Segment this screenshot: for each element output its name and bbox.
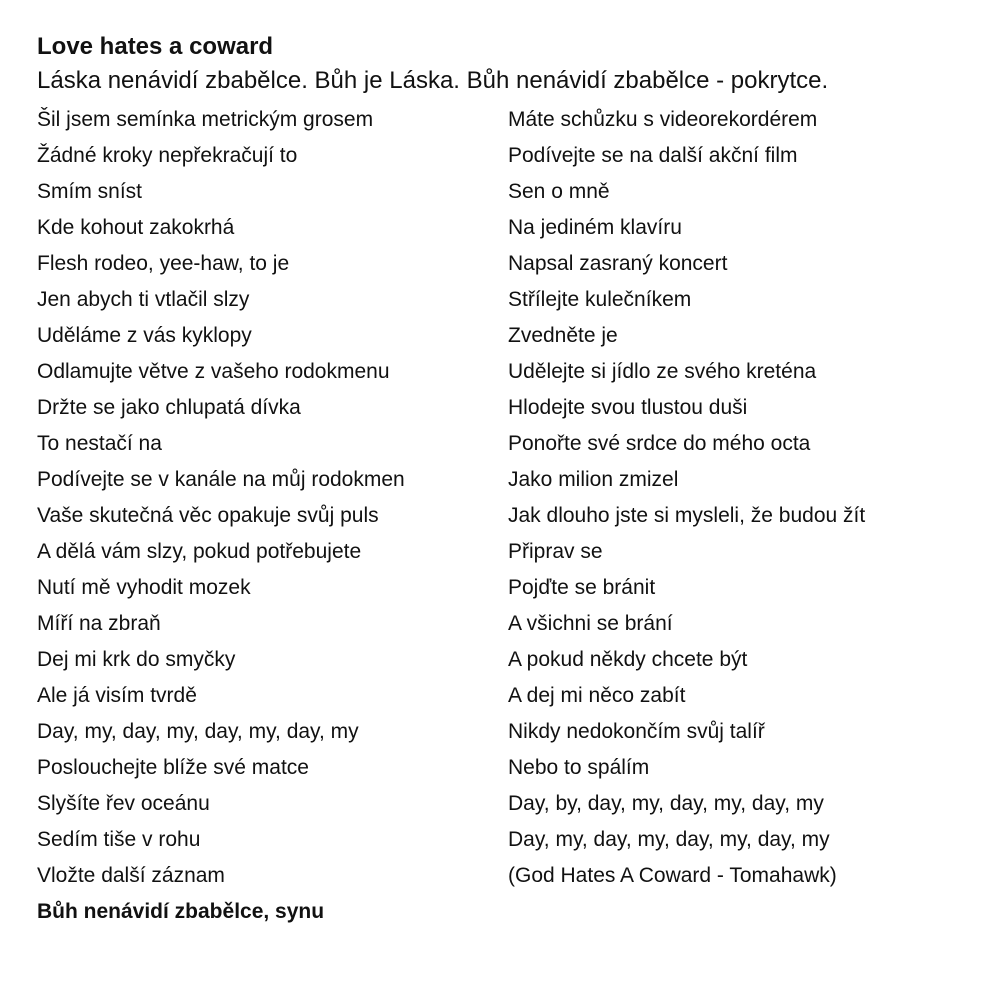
lyric-line: Slyšíte řev oceánu: [37, 792, 210, 815]
lyric-line: A všichni se brání: [508, 612, 673, 635]
lyric-line: Zvedněte je: [508, 324, 618, 347]
lyric-line: Šil jsem semínka metrickým grosem: [37, 108, 374, 131]
lyric-line: A dej mi něco zabít: [508, 684, 686, 707]
lyric-line: Day, my, day, my, day, my, day, my: [37, 720, 359, 743]
lyric-line: Jako milion zmizel: [508, 468, 679, 491]
lyric-line: Day, my, day, my, day, my, day, my: [508, 828, 830, 851]
lyric-line: Smím sníst: [37, 180, 143, 203]
lyric-line: Day, by, day, my, day, my, day, my: [508, 792, 824, 815]
document-subtitle: Láska nenávidí zbabělce. Bůh je Láska. Bůh nenávidí zbabělce - pokrytce.: [37, 67, 829, 94]
lyric-line: Na jediném klavíru: [508, 216, 682, 239]
left-lyrics-column: [37, 102, 405, 930]
lyric-line: Vložte další záznam: [37, 864, 225, 887]
right-lyrics-column: [508, 102, 865, 894]
lyric-line: Vaše skutečná věc opakuje svůj puls: [37, 504, 379, 527]
lyric-line: Hlodejte svou tlustou duši: [508, 396, 748, 419]
lyric-line: Jen abych ti vtlačil slzy: [37, 288, 250, 311]
lyric-line: Nutí mě vyhodit mozek: [37, 576, 251, 599]
lyric-line: To nestačí na: [37, 432, 162, 455]
lyric-line: Podívejte se na další akční film: [508, 144, 798, 167]
lyric-line: Ale já visím tvrdě: [37, 684, 197, 707]
lyric-line: Míří na zbraň: [37, 612, 161, 635]
lyric-line: Jak dlouho jste si mysleli, že budou žít: [508, 504, 866, 527]
lyric-line: Nebo to spálím: [508, 756, 650, 779]
lyric-line: Ponořte své srdce do mého octa: [508, 432, 811, 455]
lyric-line: Střílejte kulečníkem: [508, 288, 692, 311]
lyric-line: Podívejte se v kanále na můj rodokmen: [37, 468, 405, 491]
lyric-line: (God Hates A Coward - Tomahawk): [508, 864, 837, 887]
lyric-line: Žádné kroky nepřekračují to: [37, 144, 298, 167]
lyric-line: Odlamujte větve z vašeho rodokmenu: [37, 360, 390, 383]
lyric-line: Uděláme z vás kyklopy: [37, 324, 252, 347]
lyric-line: A pokud někdy chcete být: [508, 648, 748, 671]
lyric-line: Připrav se: [508, 540, 603, 563]
lyric-line: Sedím tiše v rohu: [37, 828, 201, 851]
document-title: Love hates a coward: [37, 33, 274, 60]
lyric-line: Poslouchejte blíže své matce: [37, 756, 309, 779]
document-page: [37, 30, 977, 932]
lyric-line: Držte se jako chlupatá dívka: [37, 396, 301, 419]
lyric-line: Dej mi krk do smyčky: [37, 648, 236, 671]
lyric-line: Nikdy nedokončím svůj talíř: [508, 720, 765, 743]
lyric-line: Pojďte se bránit: [508, 576, 656, 599]
lyric-line: Udělejte si jídlo ze svého kreténa: [508, 360, 817, 383]
lyric-line: A dělá vám slzy, pokud potřebujete: [37, 540, 362, 563]
lyric-line: Máte schůzku s videorekordérem: [508, 108, 818, 131]
lyric-line: Kde kohout zakokrhá: [37, 216, 235, 239]
lyric-line: Flesh rodeo, yee-haw, to je: [37, 252, 290, 275]
lyric-line: Sen o mně: [508, 180, 610, 203]
lyrics-columns: [37, 102, 977, 932]
lyric-line: Napsal zasraný koncert: [508, 252, 728, 275]
closing-line: Bůh nenávidí zbabělce, synu: [37, 900, 325, 923]
